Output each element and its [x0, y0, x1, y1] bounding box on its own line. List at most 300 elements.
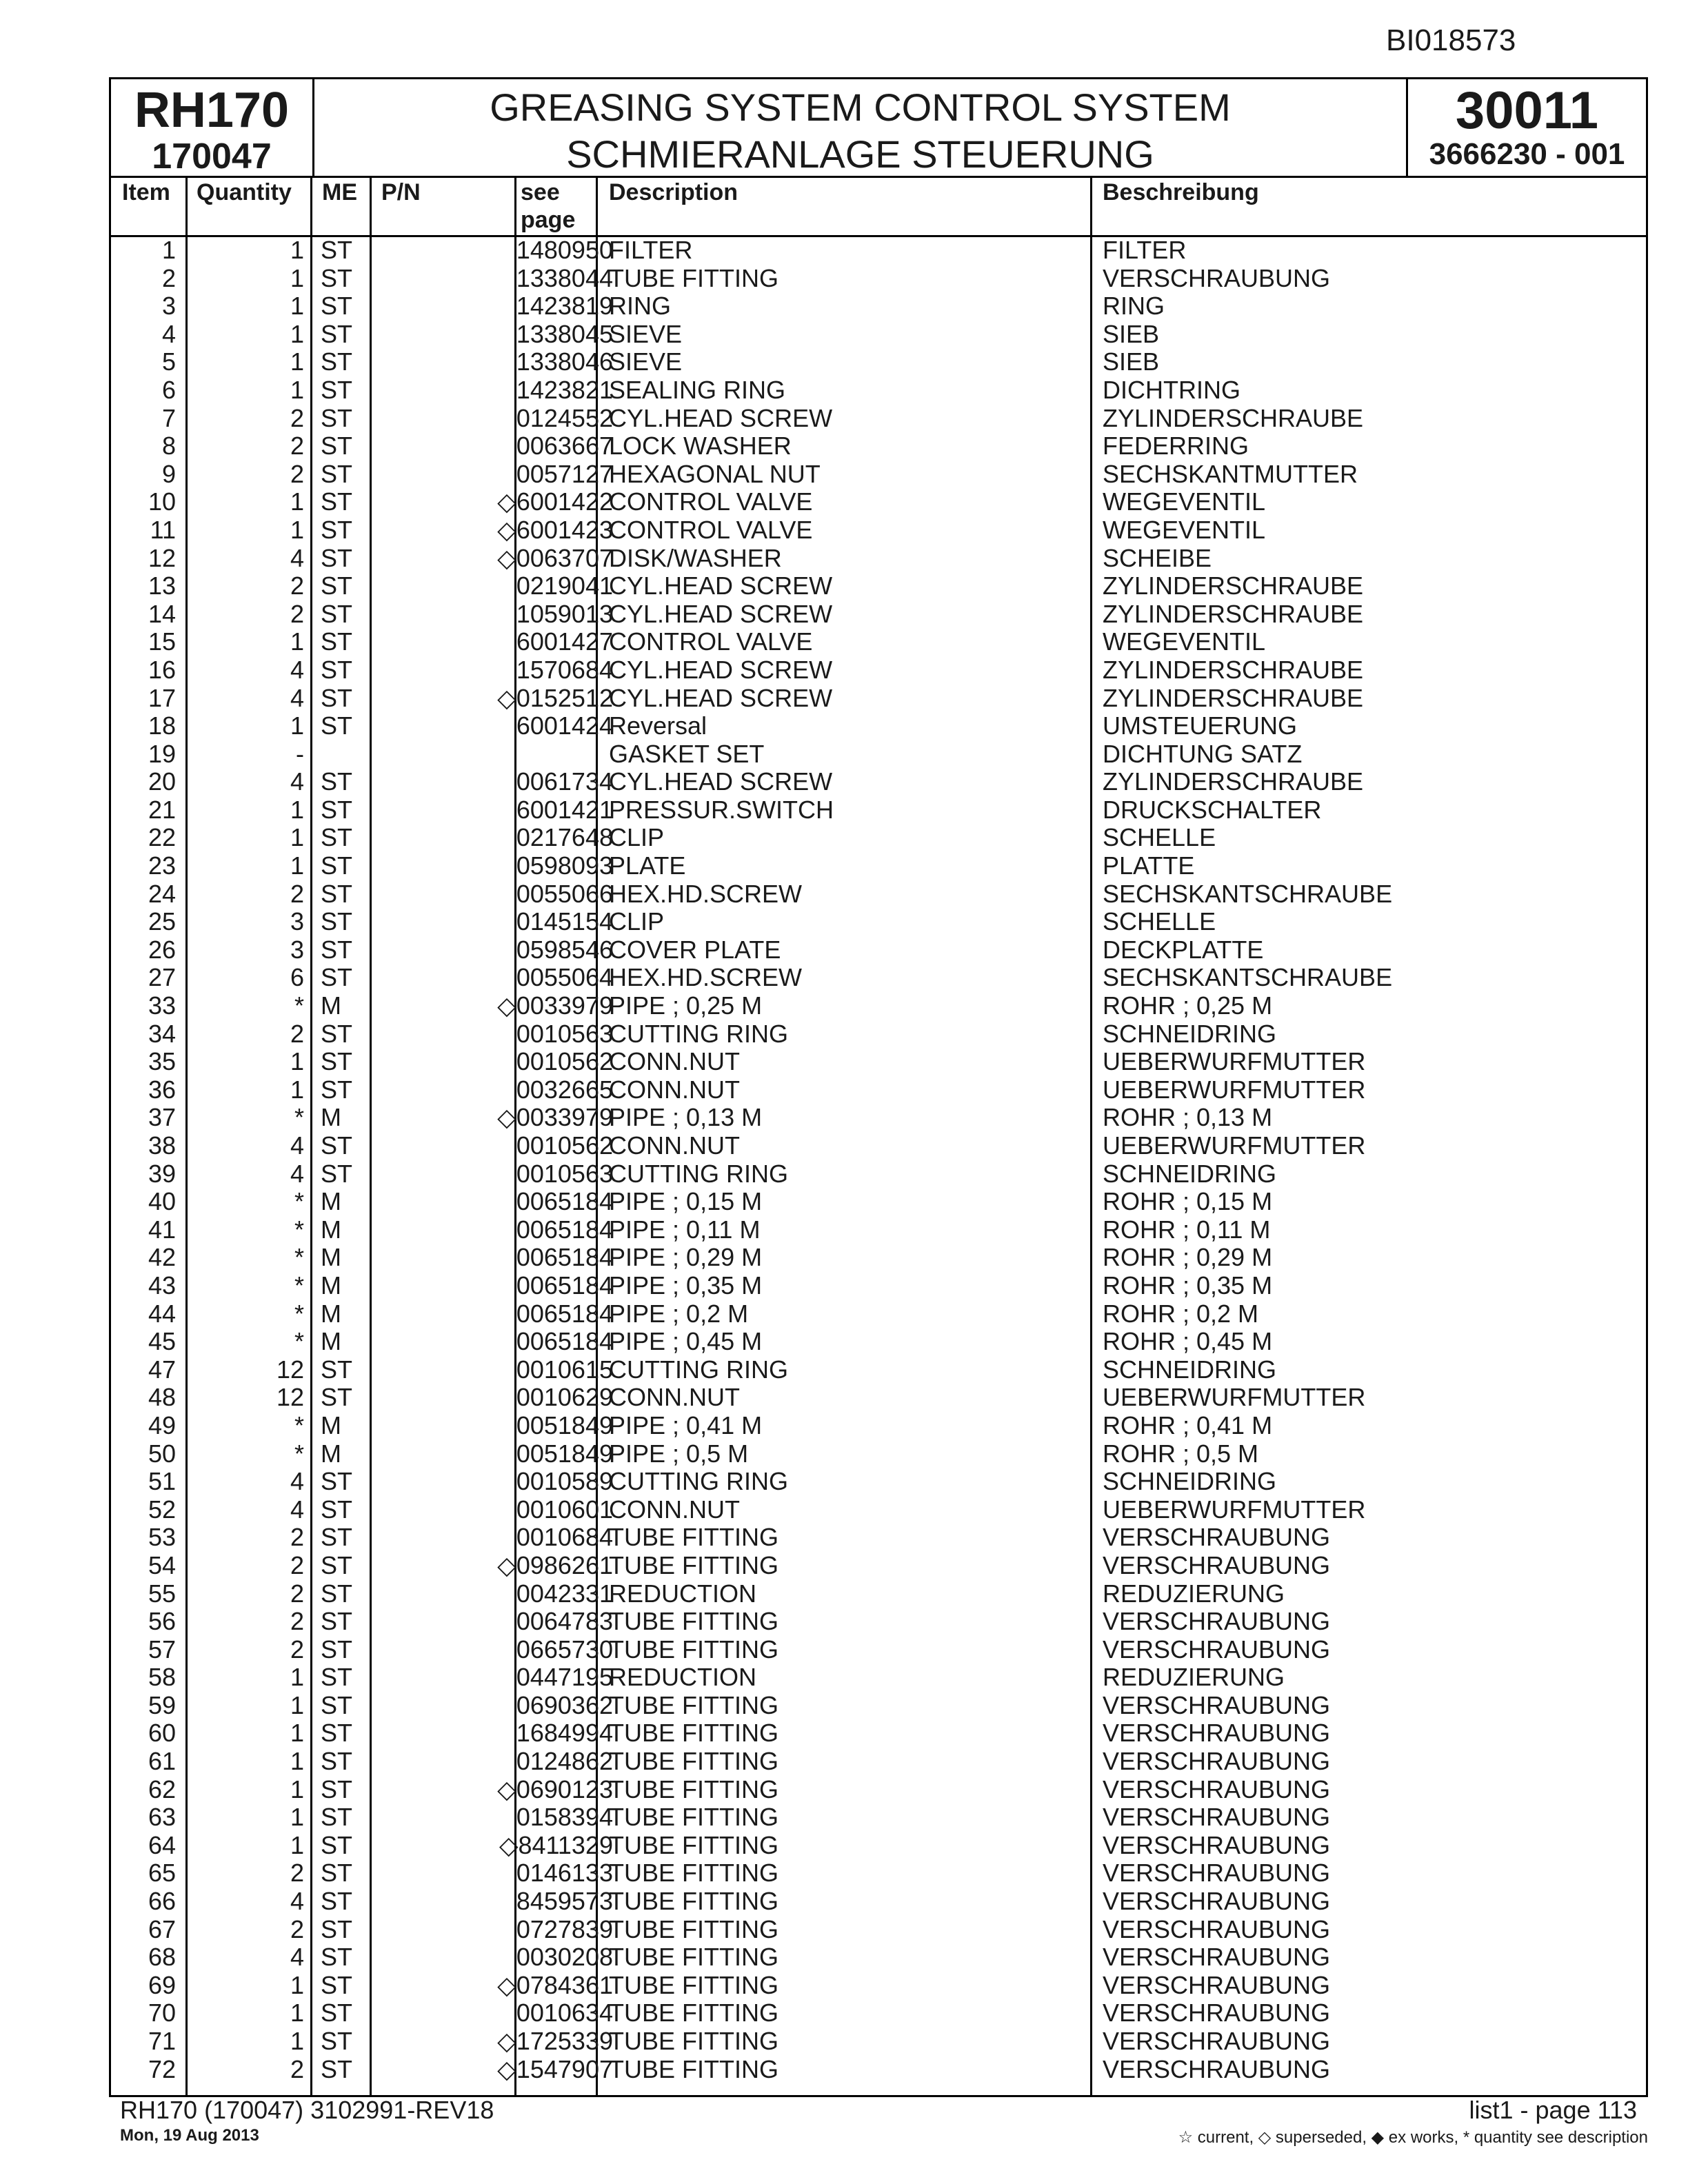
cell-item-number: 5: [161, 347, 176, 376]
cell-item-number: 68: [148, 1943, 176, 1972]
cell-part-number: 0124862: [516, 1747, 613, 1776]
cell-item-number: 23: [148, 851, 176, 880]
cell-item-number: 2: [161, 263, 176, 292]
cell-unit: ST: [321, 572, 353, 600]
table-row: [111, 1608, 1646, 1636]
cell-beschreibung: SCHNEIDRING: [1103, 1355, 1277, 1384]
cell-description: TUBE FITTING: [609, 1943, 778, 1972]
table-row: [111, 628, 1646, 656]
cell-beschreibung: ROHR ; 0,29 M: [1103, 1243, 1273, 1272]
table-row: [111, 685, 1646, 713]
cell-beschreibung: ZYLINDERSCHRAUBE: [1103, 655, 1364, 684]
table-row: [111, 1719, 1646, 1748]
cell-description: GASKET SET: [609, 739, 765, 768]
cell-unit: ST: [321, 767, 353, 796]
cell-quantity: 3: [290, 935, 304, 964]
cell-description: CONTROL VALVE: [609, 515, 813, 544]
cell-quantity: 2: [290, 1607, 304, 1636]
table-row: [111, 964, 1646, 992]
cell-unit: M: [321, 1103, 341, 1132]
cell-unit: M: [321, 991, 341, 1020]
cell-description: TUBE FITTING: [609, 1887, 778, 1916]
cell-item-number: 40: [148, 1187, 176, 1216]
cell-unit: ST: [321, 263, 353, 292]
model-name: RH170: [134, 83, 290, 138]
cell-description: TUBE FITTING: [609, 1550, 778, 1579]
cell-part-number: 1423821: [516, 375, 613, 404]
table-row: [111, 1244, 1646, 1272]
table-row: [111, 1636, 1646, 1664]
cell-beschreibung: VERSCHRAUBUNG: [1103, 1523, 1331, 1552]
cell-part-number: 1423819: [516, 292, 613, 321]
cell-quantity: 1: [290, 711, 304, 740]
cell-unit: ST: [321, 1550, 353, 1579]
cell-quantity: 1: [290, 487, 304, 516]
cell-item-number: 37: [148, 1103, 176, 1132]
table-row: [111, 1999, 1646, 2028]
cell-item-number: 18: [148, 711, 176, 740]
cell-unit: ST: [321, 515, 353, 544]
cell-description: Reversal: [609, 711, 707, 740]
table-row: [111, 1188, 1646, 1216]
table-row: [111, 376, 1646, 405]
cell-unit: ST: [321, 319, 353, 348]
cell-item-number: 19: [148, 739, 176, 768]
cell-part-number: 0010634: [516, 1999, 613, 2028]
cell-part-number: ◇6001423: [497, 515, 613, 544]
cell-description: TUBE FITTING: [609, 1970, 778, 1999]
cell-unit: ST: [321, 1075, 353, 1104]
cell-unit: ST: [321, 2027, 353, 2055]
cell-unit: ST: [321, 1523, 353, 1552]
cell-description: REDUCTION: [609, 1663, 756, 1692]
cell-description: CYL.HEAD SCREW: [609, 599, 833, 628]
cell-part-number: 1338045: [516, 319, 613, 348]
cell-quantity: 1: [290, 292, 304, 321]
cell-beschreibung: FEDERRING: [1103, 432, 1249, 461]
cell-item-number: 26: [148, 935, 176, 964]
cell-beschreibung: VERSCHRAUBUNG: [1103, 1550, 1331, 1579]
cell-description: CONN.NUT: [609, 1047, 740, 1076]
cell-item-number: 53: [148, 1523, 176, 1552]
cell-description: TUBE FITTING: [609, 1747, 778, 1776]
cell-beschreibung: SECHSKANTSCHRAUBE: [1103, 963, 1393, 992]
cell-unit: ST: [321, 347, 353, 376]
cell-unit: ST: [321, 1663, 353, 1692]
cell-item-number: 63: [148, 1803, 176, 1832]
cell-beschreibung: VERSCHRAUBUNG: [1103, 2027, 1331, 2055]
cell-beschreibung: UMSTEUERUNG: [1103, 711, 1298, 740]
table-row: [111, 348, 1646, 376]
parts-table-body: [111, 236, 1646, 2083]
cell-quantity: 1: [290, 1999, 304, 2028]
cell-quantity: 4: [290, 655, 304, 684]
cell-unit: ST: [321, 1943, 353, 1972]
cell-beschreibung: ROHR ; 0,13 M: [1103, 1103, 1273, 1132]
cell-item-number: 62: [148, 1775, 176, 1803]
cell-description: TUBE FITTING: [609, 263, 778, 292]
cell-description: COVER PLATE: [609, 935, 781, 964]
group-reference: 3666230 - 001: [1429, 137, 1625, 171]
cell-description: TUBE FITTING: [609, 1523, 778, 1552]
cell-item-number: 43: [148, 1271, 176, 1300]
table-row: [111, 516, 1646, 545]
cell-item-number: 33: [148, 991, 176, 1020]
cell-quantity: 2: [290, 1635, 304, 1664]
cell-item-number: 20: [148, 767, 176, 796]
cell-quantity: 2: [290, 1579, 304, 1608]
cell-item-number: 6: [161, 375, 176, 404]
model-box: [111, 79, 314, 176]
cell-unit: ST: [321, 459, 353, 488]
cell-unit: ST: [321, 1355, 353, 1384]
cell-item-number: 66: [148, 1887, 176, 1916]
cell-unit: ST: [321, 2054, 353, 2083]
cell-beschreibung: VERSCHRAUBUNG: [1103, 2054, 1331, 2083]
cell-unit: ST: [321, 1131, 353, 1160]
cell-beschreibung: WEGEVENTIL: [1103, 515, 1266, 544]
cell-beschreibung: SCHELLE: [1103, 823, 1216, 852]
footer-page: list1 - page 113: [1469, 2096, 1637, 2124]
cell-beschreibung: VERSCHRAUBUNG: [1103, 1859, 1331, 1888]
cell-quantity: *: [294, 1103, 304, 1132]
cell-quantity: 1: [290, 1970, 304, 1999]
table-row: [111, 1216, 1646, 1244]
cell-beschreibung: VERSCHRAUBUNG: [1103, 1747, 1331, 1776]
cell-unit: ST: [321, 1607, 353, 1636]
cell-unit: ST: [321, 627, 353, 656]
cell-item-number: 42: [148, 1243, 176, 1272]
table-row: [111, 2056, 1646, 2084]
cell-part-number: 0598546: [516, 935, 613, 964]
column-header-quantity: Quantity: [197, 179, 292, 205]
cell-item-number: 34: [148, 1019, 176, 1048]
cell-item-number: 4: [161, 319, 176, 348]
cell-item-number: 25: [148, 907, 176, 936]
cell-unit: M: [321, 1299, 341, 1328]
cell-part-number: 0065184: [516, 1187, 613, 1216]
cell-description: CYL.HEAD SCREW: [609, 572, 833, 600]
cell-part-number: 0065184: [516, 1271, 613, 1300]
cell-quantity: *: [294, 991, 304, 1020]
cell-description: CONN.NUT: [609, 1075, 740, 1104]
cell-part-number: 0030208: [516, 1943, 613, 1972]
cell-item-number: 15: [148, 627, 176, 656]
cell-unit: M: [321, 1439, 341, 1468]
cell-part-number: 0010601: [516, 1495, 613, 1524]
cell-unit: ST: [321, 851, 353, 880]
cell-quantity: 4: [290, 1887, 304, 1916]
title-english: GREASING SYSTEM CONTROL SYSTEM: [490, 85, 1231, 129]
cell-item-number: 41: [148, 1215, 176, 1244]
cell-unit: ST: [321, 935, 353, 964]
cell-unit: ST: [321, 1719, 353, 1748]
cell-quantity: *: [294, 1187, 304, 1216]
cell-quantity: *: [294, 1327, 304, 1356]
cell-description: TUBE FITTING: [609, 1830, 778, 1859]
cell-quantity: 4: [290, 1131, 304, 1160]
cell-unit: ST: [321, 599, 353, 628]
cell-beschreibung: VERSCHRAUBUNG: [1103, 263, 1331, 292]
title-german: SCHMIERANLAGE STEUERUNG: [566, 132, 1154, 176]
cell-beschreibung: REDUZIERUNG: [1103, 1579, 1285, 1608]
cell-quantity: 4: [290, 1159, 304, 1188]
cell-beschreibung: ZYLINDERSCHRAUBE: [1103, 572, 1364, 600]
cell-part-number: 0727839: [516, 1914, 613, 1943]
cell-unit: M: [321, 1327, 341, 1356]
column-header-item: Item: [122, 179, 170, 205]
cell-item-number: 51: [148, 1467, 176, 1496]
cell-description: CONTROL VALVE: [609, 487, 813, 516]
cell-description: TUBE FITTING: [609, 1803, 778, 1832]
cell-unit: ST: [321, 487, 353, 516]
table-row: [111, 1356, 1646, 1384]
cell-unit: M: [321, 1243, 341, 1272]
cell-item-number: 35: [148, 1047, 176, 1076]
cell-item-number: 48: [148, 1383, 176, 1412]
parts-list-frame: [109, 77, 1648, 2097]
cell-part-number: 0690362: [516, 1690, 613, 1719]
cell-item-number: 17: [148, 683, 176, 712]
cell-part-number: 6001427: [516, 627, 613, 656]
cell-part-number: ◇0063707: [497, 543, 613, 572]
cell-beschreibung: ZYLINDERSCHRAUBE: [1103, 683, 1364, 712]
cell-unit: ST: [321, 1914, 353, 1943]
cell-item-number: 60: [148, 1719, 176, 1748]
cell-description: CONN.NUT: [609, 1131, 740, 1160]
cell-quantity: 1: [290, 1047, 304, 1076]
cell-beschreibung: VERSCHRAUBUNG: [1103, 1690, 1331, 1719]
cell-beschreibung: DECKPLATTE: [1103, 935, 1264, 964]
cell-beschreibung: REDUZIERUNG: [1103, 1663, 1285, 1692]
cell-description: PIPE ; 0,13 M: [609, 1103, 763, 1132]
cell-description: TUBE FITTING: [609, 1999, 778, 2028]
cell-quantity: 4: [290, 543, 304, 572]
cell-description: CONTROL VALVE: [609, 627, 813, 656]
cell-quantity: 1: [290, 1075, 304, 1104]
cell-item-number: 16: [148, 655, 176, 684]
column-header-see-page: see page: [521, 179, 576, 233]
table-row: [111, 1272, 1646, 1300]
cell-part-number: 0065184: [516, 1243, 613, 1272]
cell-part-number: ◇0033979: [497, 991, 613, 1020]
cell-quantity: 1: [290, 1775, 304, 1803]
table-row: [111, 1748, 1646, 1776]
cell-part-number: 0145154: [516, 907, 613, 936]
cell-unit: ST: [321, 879, 353, 908]
cell-part-number: 1338044: [516, 263, 613, 292]
cell-quantity: 2: [290, 879, 304, 908]
footer-legend: ☆ current, ◇ superseded, ◆ ex works, * quantity see description: [1178, 2128, 1648, 2147]
cell-description: REDUCTION: [609, 1579, 756, 1608]
cell-part-number: 0010629: [516, 1383, 613, 1412]
cell-item-number: 61: [148, 1747, 176, 1776]
cell-description: CUTTING RING: [609, 1355, 788, 1384]
cell-beschreibung: VERSCHRAUBUNG: [1103, 1887, 1331, 1916]
cell-unit: ST: [321, 907, 353, 936]
cell-part-number: 0158394: [516, 1803, 613, 1832]
cell-description: TUBE FITTING: [609, 1859, 778, 1888]
cell-unit: ST: [321, 543, 353, 572]
footer-reference: RH170 (170047) 3102991-REV18: [120, 2096, 494, 2124]
cell-quantity: 2: [290, 2054, 304, 2083]
table-row: [111, 852, 1646, 880]
cell-quantity: 1: [290, 236, 304, 264]
cell-description: PIPE ; 0,11 M: [609, 1215, 761, 1244]
cell-quantity: *: [294, 1215, 304, 1244]
cell-quantity: 4: [290, 1943, 304, 1972]
cell-part-number: 0042331: [516, 1579, 613, 1608]
cell-beschreibung: SCHELLE: [1103, 907, 1216, 936]
cell-part-number: ◇0033979: [497, 1103, 613, 1132]
table-row: [111, 768, 1646, 796]
table-row: [111, 936, 1646, 964]
cell-description: PIPE ; 0,35 M: [609, 1271, 763, 1300]
cell-quantity: *: [294, 1410, 304, 1439]
cell-beschreibung: ROHR ; 0,15 M: [1103, 1187, 1273, 1216]
cell-item-number: 9: [161, 459, 176, 488]
table-row: [111, 2028, 1646, 2056]
cell-part-number: 0055066: [516, 879, 613, 908]
cell-description: SIEVE: [609, 347, 683, 376]
footer-date: Mon, 19 Aug 2013: [120, 2126, 259, 2145]
cell-description: SIEVE: [609, 319, 683, 348]
table-row: [111, 1916, 1646, 1944]
cell-part-number: ◇0986261: [497, 1550, 613, 1579]
cell-part-number: 0051849: [516, 1439, 613, 1468]
cell-part-number: ◇1547907: [497, 2054, 613, 2083]
cell-beschreibung: VERSCHRAUBUNG: [1103, 1914, 1331, 1943]
cell-item-number: 47: [148, 1355, 176, 1384]
cell-beschreibung: DRUCKSCHALTER: [1103, 795, 1322, 824]
cell-beschreibung: VERSCHRAUBUNG: [1103, 1943, 1331, 1972]
table-row: [111, 1580, 1646, 1608]
cell-beschreibung: ROHR ; 0,25 M: [1103, 991, 1273, 1020]
cell-quantity: 1: [290, 1719, 304, 1748]
cell-beschreibung: UEBERWURFMUTTER: [1103, 1075, 1366, 1104]
cell-part-number: 0665730: [516, 1635, 613, 1664]
cell-unit: ST: [321, 1690, 353, 1719]
cell-description: DISK/WASHER: [609, 543, 782, 572]
cell-item-number: 12: [148, 543, 176, 572]
table-row: [111, 1943, 1646, 1972]
cell-part-number: 0032665: [516, 1075, 613, 1104]
table-row: [111, 405, 1646, 433]
cell-beschreibung: RING: [1103, 292, 1165, 321]
cell-part-number: ◇6001422: [497, 487, 613, 516]
cell-quantity: *: [294, 1439, 304, 1468]
column-header-description: Description: [609, 179, 738, 205]
cell-item-number: 7: [161, 403, 176, 432]
cell-item-number: 59: [148, 1690, 176, 1719]
table-row: [111, 880, 1646, 909]
cell-part-number: 0064783: [516, 1607, 613, 1636]
cell-quantity: -: [296, 739, 304, 768]
cell-description: CUTTING RING: [609, 1467, 788, 1496]
cell-part-number: 0010589: [516, 1467, 613, 1496]
cell-quantity: *: [294, 1299, 304, 1328]
cell-quantity: 1: [290, 1663, 304, 1692]
cell-part-number: 1570684: [516, 655, 613, 684]
cell-description: CUTTING RING: [609, 1159, 788, 1188]
cell-item-number: 72: [148, 2054, 176, 2083]
table-row: [111, 1412, 1646, 1440]
cell-item-number: 56: [148, 1607, 176, 1636]
cell-unit: ST: [321, 1859, 353, 1888]
cell-part-number: 0010563: [516, 1019, 613, 1048]
cell-beschreibung: UEBERWURFMUTTER: [1103, 1495, 1366, 1524]
cell-part-number: 1684994: [516, 1719, 613, 1748]
cell-beschreibung: VERSCHRAUBUNG: [1103, 1719, 1331, 1748]
cell-description: CLIP: [609, 907, 665, 936]
cell-beschreibung: WEGEVENTIL: [1103, 627, 1266, 656]
cell-part-number: 0065184: [516, 1215, 613, 1244]
cell-item-number: 52: [148, 1495, 176, 1524]
cell-unit: ST: [321, 1970, 353, 1999]
cell-quantity: 2: [290, 459, 304, 488]
cell-unit: ST: [321, 1803, 353, 1832]
table-row: [111, 992, 1646, 1020]
cell-beschreibung: SECHSKANTSCHRAUBE: [1103, 879, 1393, 908]
cell-description: CYL.HEAD SCREW: [609, 403, 833, 432]
cell-description: PIPE ; 0,41 M: [609, 1410, 763, 1439]
cell-description: TUBE FITTING: [609, 2054, 778, 2083]
cell-item-number: 22: [148, 823, 176, 852]
table-row: [111, 1888, 1646, 1916]
cell-item-number: 49: [148, 1410, 176, 1439]
cell-quantity: 1: [290, 375, 304, 404]
cell-beschreibung: SCHNEIDRING: [1103, 1019, 1277, 1048]
cell-quantity: 2: [290, 572, 304, 600]
cell-unit: ST: [321, 432, 353, 461]
cell-unit: M: [321, 1187, 341, 1216]
table-row: [111, 1496, 1646, 1524]
cell-unit: ST: [321, 711, 353, 740]
column-header-me: ME: [322, 179, 357, 205]
table-row: [111, 1440, 1646, 1468]
cell-part-number: 0055064: [516, 963, 613, 992]
cell-quantity: 1: [290, 627, 304, 656]
cell-part-number: 0217648: [516, 823, 613, 852]
cell-part-number: ◇8411329: [499, 1830, 613, 1859]
cell-beschreibung: ROHR ; 0,41 M: [1103, 1410, 1273, 1439]
table-row: [111, 1076, 1646, 1104]
cell-item-number: 36: [148, 1075, 176, 1104]
cell-quantity: 2: [290, 403, 304, 432]
table-row: [111, 1803, 1646, 1832]
cell-description: LOCK WASHER: [609, 432, 792, 461]
cell-description: PIPE ; 0,25 M: [609, 991, 763, 1020]
cell-item-number: 24: [148, 879, 176, 908]
cell-description: CYL.HEAD SCREW: [609, 767, 833, 796]
cell-beschreibung: ZYLINDERSCHRAUBE: [1103, 767, 1364, 796]
cell-quantity: 2: [290, 1914, 304, 1943]
cell-unit: ST: [321, 292, 353, 321]
cell-beschreibung: VERSCHRAUBUNG: [1103, 1999, 1331, 2028]
cell-unit: ST: [321, 403, 353, 432]
cell-quantity: 1: [290, 347, 304, 376]
cell-quantity: 1: [290, 1803, 304, 1832]
cell-item-number: 11: [150, 515, 176, 544]
cell-part-number: 1480950: [516, 236, 613, 264]
cell-unit: M: [321, 1410, 341, 1439]
cell-description: CUTTING RING: [609, 1019, 788, 1048]
table-row: [111, 1859, 1646, 1888]
table-row: [111, 1552, 1646, 1580]
table-row: [111, 1048, 1646, 1076]
cell-part-number: ◇1725339: [497, 2027, 613, 2055]
cell-part-number: ◇0690123: [497, 1775, 613, 1803]
